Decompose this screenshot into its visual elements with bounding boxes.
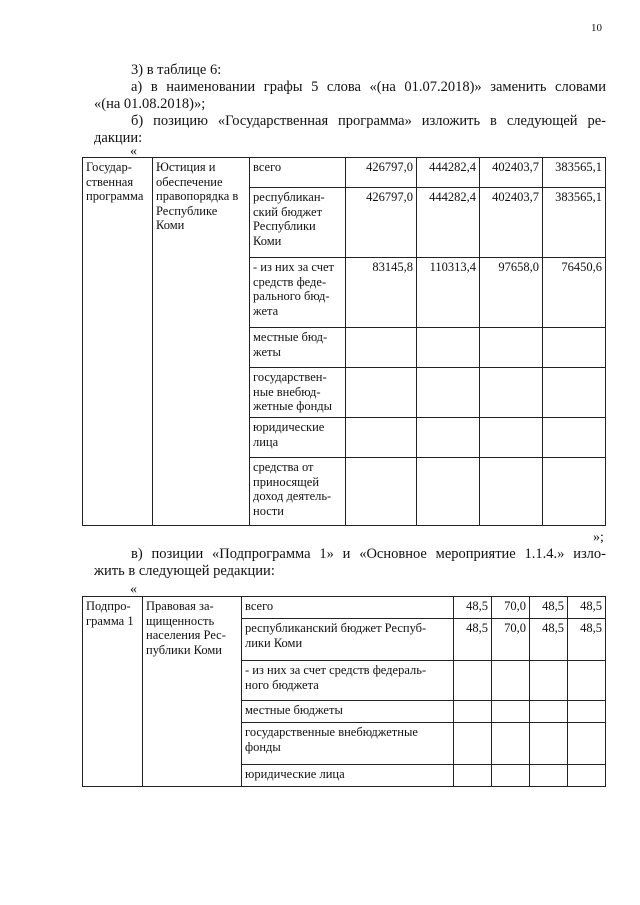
item-b-text: [94, 113, 606, 147]
amount-cell: [543, 328, 606, 368]
amount-cell: [568, 661, 606, 701]
funding-table-subprogram: [82, 596, 606, 787]
amount-cell: 70,0: [492, 619, 530, 661]
quote-close-1: »;: [593, 530, 604, 545]
page-number: 10: [591, 22, 602, 34]
amount-cell: [530, 661, 568, 701]
funding-table-program: [82, 157, 606, 526]
amount-cell: 444282,4: [417, 158, 480, 188]
funding-source-cell: всего: [250, 158, 346, 188]
amount-cell: [480, 328, 543, 368]
amount-cell: [346, 418, 417, 458]
item-v-text: [94, 546, 606, 580]
funding-source-cell: - из них за счет средств феде-рального бюд-жета: [250, 258, 346, 328]
item-a-line-2: «(на 01.08.2018)»;: [94, 96, 206, 112]
amount-cell: 48,5: [454, 619, 492, 661]
funding-source-cell: всего: [242, 597, 454, 619]
quote-open-2: «: [130, 582, 137, 597]
funding-source-cell: - из них за счет средств федераль-ного бюджета: [242, 661, 454, 701]
amount-cell: 83145,8: [346, 258, 417, 328]
amount-cell: [417, 458, 480, 526]
amount-cell: [530, 723, 568, 765]
amount-cell: 48,5: [568, 619, 606, 661]
funding-source-cell: юридические лица: [250, 418, 346, 458]
amount-cell: [346, 458, 417, 526]
amount-cell: [492, 723, 530, 765]
item-3-text: [131, 62, 221, 79]
amount-cell: [417, 418, 480, 458]
amount-cell: [454, 765, 492, 787]
amount-cell: [492, 765, 530, 787]
amount-cell: 426797,0: [346, 158, 417, 188]
table-row: [83, 597, 606, 619]
amount-cell: [568, 701, 606, 723]
item-v-line-2: жить в следующей редакции:: [94, 563, 275, 579]
item-a-text: [94, 79, 606, 113]
item-b-line-1: б) позицию «Государственная программа» изложить в следующей ре-: [131, 113, 606, 129]
amount-cell: 444282,4: [417, 188, 480, 258]
table-row: [83, 158, 606, 188]
amount-cell: 48,5: [454, 597, 492, 619]
amount-cell: [454, 723, 492, 765]
amount-cell: 48,5: [530, 597, 568, 619]
funding-source-cell: республикан-ский бюджет Республики Коми: [250, 188, 346, 258]
funding-source-cell: республиканский бюджет Респуб-лики Коми: [242, 619, 454, 661]
amount-cell: [543, 368, 606, 418]
amount-cell: [543, 418, 606, 458]
amount-cell: [492, 701, 530, 723]
amount-cell: [480, 418, 543, 458]
amount-cell: [543, 458, 606, 526]
amount-cell: [530, 765, 568, 787]
amount-cell: [492, 661, 530, 701]
funding-source-cell: государствен-ные внебюд-жетные фонды: [250, 368, 346, 418]
program-name-cell: Правовая за-щищенность населения Рес-публики Коми: [143, 597, 242, 787]
amount-cell: 383565,1: [543, 188, 606, 258]
amount-cell: 70,0: [492, 597, 530, 619]
amount-cell: [454, 661, 492, 701]
amount-cell: 48,5: [568, 597, 606, 619]
funding-source-cell: местные бюджеты: [242, 701, 454, 723]
amount-cell: 110313,4: [417, 258, 480, 328]
program-type-cell: Подпро-грамма 1: [83, 597, 143, 787]
amount-cell: 76450,6: [543, 258, 606, 328]
item-3-line: 3) в таблице 6:: [131, 62, 222, 78]
amount-cell: 48,5: [530, 619, 568, 661]
amount-cell: [346, 368, 417, 418]
item-v-line-1: в) позиции «Подпрограмма 1» и «Основное мероприятие 1.1.4.» изло-: [131, 546, 606, 562]
amount-cell: [530, 701, 568, 723]
amount-cell: [480, 368, 543, 418]
amount-cell: [480, 458, 543, 526]
amount-cell: 97658,0: [480, 258, 543, 328]
amount-cell: [454, 701, 492, 723]
amount-cell: [568, 765, 606, 787]
amount-cell: 426797,0: [346, 188, 417, 258]
item-b-line-2: дакции:: [94, 130, 143, 146]
funding-source-cell: государственные внебюджетные фонды: [242, 723, 454, 765]
amount-cell: 402403,7: [480, 188, 543, 258]
program-name-cell: Юстиция и обеспечение правопорядка в Республике Коми: [153, 158, 250, 526]
amount-cell: [417, 328, 480, 368]
amount-cell: 402403,7: [480, 158, 543, 188]
item-a-line-1: а) в наименовании графы 5 слова «(на 01.07.2018)» заменить словами: [131, 79, 606, 95]
quote-open-1: «: [130, 144, 137, 159]
funding-source-cell: средства от приносящей доход деятель-ности: [250, 458, 346, 526]
funding-source-cell: юридические лица: [242, 765, 454, 787]
program-type-cell: Государ-ственная программа: [83, 158, 153, 526]
funding-source-cell: местные бюд-жеты: [250, 328, 346, 368]
amount-cell: 383565,1: [543, 158, 606, 188]
amount-cell: [346, 328, 417, 368]
amount-cell: [568, 723, 606, 765]
amount-cell: [417, 368, 480, 418]
